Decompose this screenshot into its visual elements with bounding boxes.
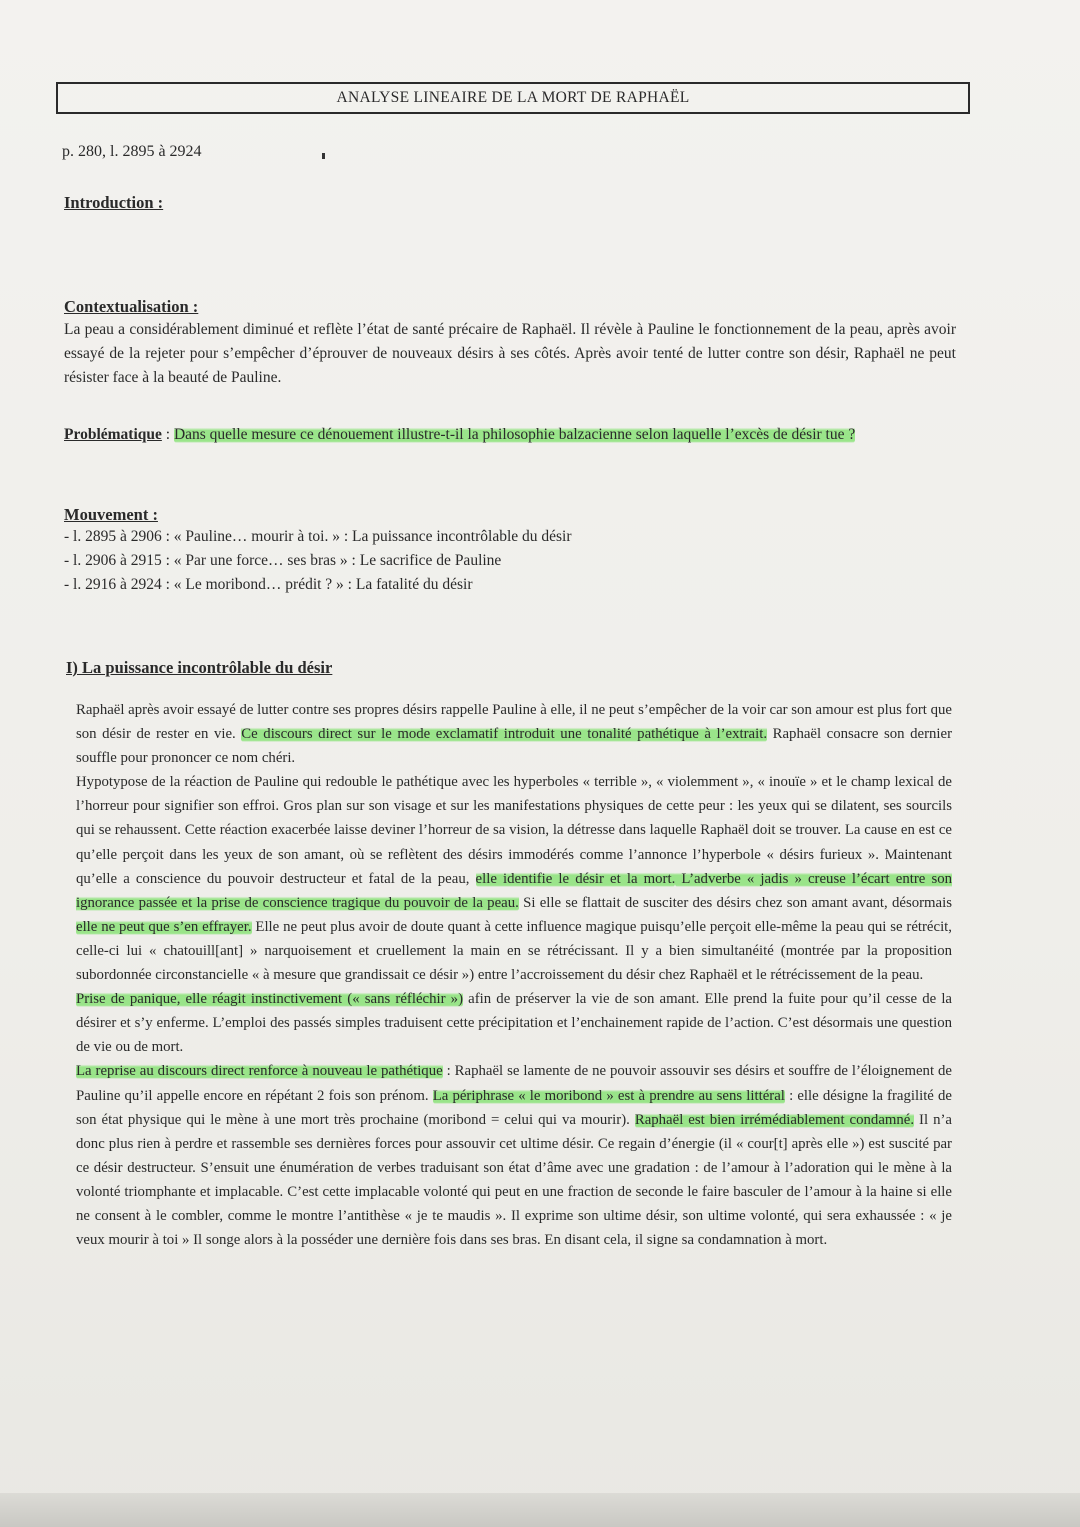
- section-paragraph: [76, 698, 952, 770]
- mouvement-heading: Mouvement :: [64, 505, 158, 524]
- paragraph-text: Si elle se flattait de susciter des désirs chez son amant avant, désormais: [518, 894, 952, 911]
- paragraph-text: : elle désigne la fragilité de son état physique qui le mène à une mort très prochaine (moribond = celui qui va mourir).: [76, 1087, 952, 1128]
- highlighted-text: elle identifie le désir et la mort.: [475, 870, 676, 887]
- highlighted-text: Prise de panique, elle réagit instinctivement (« sans réfléchir »): [76, 991, 463, 1008]
- mouvement-list: [64, 525, 572, 597]
- text-reference: p. 280, l. 2895 à 2924: [62, 143, 202, 160]
- problematique-label: Problématique: [64, 426, 162, 443]
- section-paragraph: [76, 1059, 952, 1252]
- highlighted-text: Ce discours direct sur le mode exclamatif introduit une tonalité pathétique à l’extrait.: [241, 726, 768, 743]
- paragraph-text: : Raphaël se lamente de ne pouvoir assouvir ses désirs et souffre de l’éloignement de Pauline qu’il appelle encore en répétant 2 fois son prénom.: [76, 1063, 952, 1104]
- paragraph-text: Elle ne peut plus avoir de doute quant à cette influence magique puisqu’elle perçoit elle-même la peau qui se rétrécit, celle-ci lui « chatouill[ant] » narquoisement et cruellement la main en se rétrécissant. Il y a bien simultanéité (montrée par la proposition subordonnée circonstancielle « à mesure que grandissait ce désir ») entre l’accroissement du désir chez Raphaël et le rétrécissement de la peau.: [76, 918, 952, 984]
- mouvement-item: - l. 2906 à 2915 : « Par une force… ses bras » : Le sacrifice de Pauline: [64, 552, 502, 569]
- section-paragraph: [76, 770, 952, 987]
- highlighted-text: La périphrase « le moribond » est à prendre au sens littéral: [432, 1087, 785, 1104]
- paragraph-text: Hypotypose de la réaction de Pauline qui redouble le pathétique avec les hyperboles « terrible », « violemment », « inouïe » et le champ lexical de l’horreur pour signifier son effroi. Gros plan sur son visage et sur les manifestations physiques de cette peur : les yeux qui se dilatent, ses sourcils qui se rehaussent. Cette réaction exacerbée laisse deviner l’horreur de sa vision, la détresse dans laquelle Raphaël doit se trouver. La cause en est ce qu’elle perçoit dans les yeux de son amant, où se reflètent des désirs immodérés comme l’annonce l’hyperbole « désirs furieux ». Maintenant qu’elle a conscience du pouvoir destructeur et fatal de la peau,: [76, 774, 952, 887]
- paragraph-text: afin de préserver la vie de son amant. Elle prend la fuite pour qu’il cesse de la désirer et s’y enferme. L’emploi des passés simples traduisent cette précipitation et l’enchainement rapide de l’action. C’est désormais une question de vie ou de mort.: [76, 991, 952, 1056]
- contextualisation-text: La peau a considérablement diminué et reflète l’état de santé précaire de Raphaël. Il révèle à Pauline le fonctionnement de la peau, après avoir essayé de la rejeter pour s’empêcher d’éprouver de nouveaux désirs à ses côtés. Après avoir tenté de lutter contre son désir, Raphaël ne peut résister face à la beauté de Pauline.: [64, 321, 956, 386]
- document-title: ANALYSE LINEAIRE DE LA MORT DE RAPHAËL: [56, 82, 970, 114]
- introduction-heading: Introduction :: [64, 193, 164, 212]
- contextualisation-heading: Contextualisation :: [64, 297, 199, 316]
- problematique-text: Dans quelle mesure ce dénouement illustre-t-il la philosophie balzacienne selon laquelle l’excès de désir tue ?: [173, 426, 856, 443]
- highlighted-text: La reprise au discours direct renforce à nouveau le pathétique: [76, 1063, 443, 1080]
- highlighted-text: L’adverbe « jadis » creuse l’écart entre son ignorance passée et la prise de conscience tragique du pouvoir de la peau.: [76, 870, 953, 911]
- section-1-body: [76, 698, 952, 1252]
- mouvement-item: - l. 2895 à 2906 : « Pauline… mourir à toi. » : La puissance incontrôlable du désir: [64, 528, 572, 545]
- highlighted-text: Raphaël est bien irrémédiablement condamné.: [634, 1111, 915, 1128]
- paragraph-text: Raphaël consacre son dernier souffle pour prononcer ce nom chéri.: [76, 726, 952, 767]
- page-bottom-edge: [0, 1493, 1080, 1527]
- problematique: Problématique : Dans quelle mesure ce dénouement illustre-t-il la philosophie balzacienne selon laquelle l’excès de désir tue ?: [64, 426, 856, 443]
- paragraph-text: Raphaël après avoir essayé de lutter contre ses propres désirs rappelle Pauline à elle, il ne peut s’empêcher de la voir car son amour est plus fort que son désir de rester en vie.: [76, 702, 952, 743]
- mouvement-item: - l. 2916 à 2924 : « Le moribond… prédit ? » : La fatalité du désir: [64, 576, 473, 593]
- section-paragraph: [76, 987, 952, 1059]
- highlighted-text: elle ne peut que s’en effrayer.: [76, 918, 252, 935]
- paragraph-text: Il n’a donc plus rien à perdre et rassemble ses dernières forces pour assouvir cet ultime désir. Ce regain d’énergie (il « cour[t] après elle ») est suscité par ce désir destructeur. S’ensuit une énumération de verbes traduisant son état d’âme avec une gradation : de l’amour à l’adoration qui le mène à la volonté triomphante et implacable. C’est cette implacable volonté qui peut en une fraction de seconde le faire basculer de l’amour à la haine si elle ne consent à le combler, comme le montre l’antithèse « je te maudis ». Il exprime son ultime désir, son ultime volonté, qui sera exhaussée : « je veux mourir à toi » Il songe alors à la posséder une dernière fois dans ses bras. En disant cela, il signe sa condamnation à mort.: [76, 1111, 952, 1249]
- section-1-heading: I) La puissance incontrôlable du désir: [66, 658, 333, 677]
- stray-mark: [322, 153, 325, 159]
